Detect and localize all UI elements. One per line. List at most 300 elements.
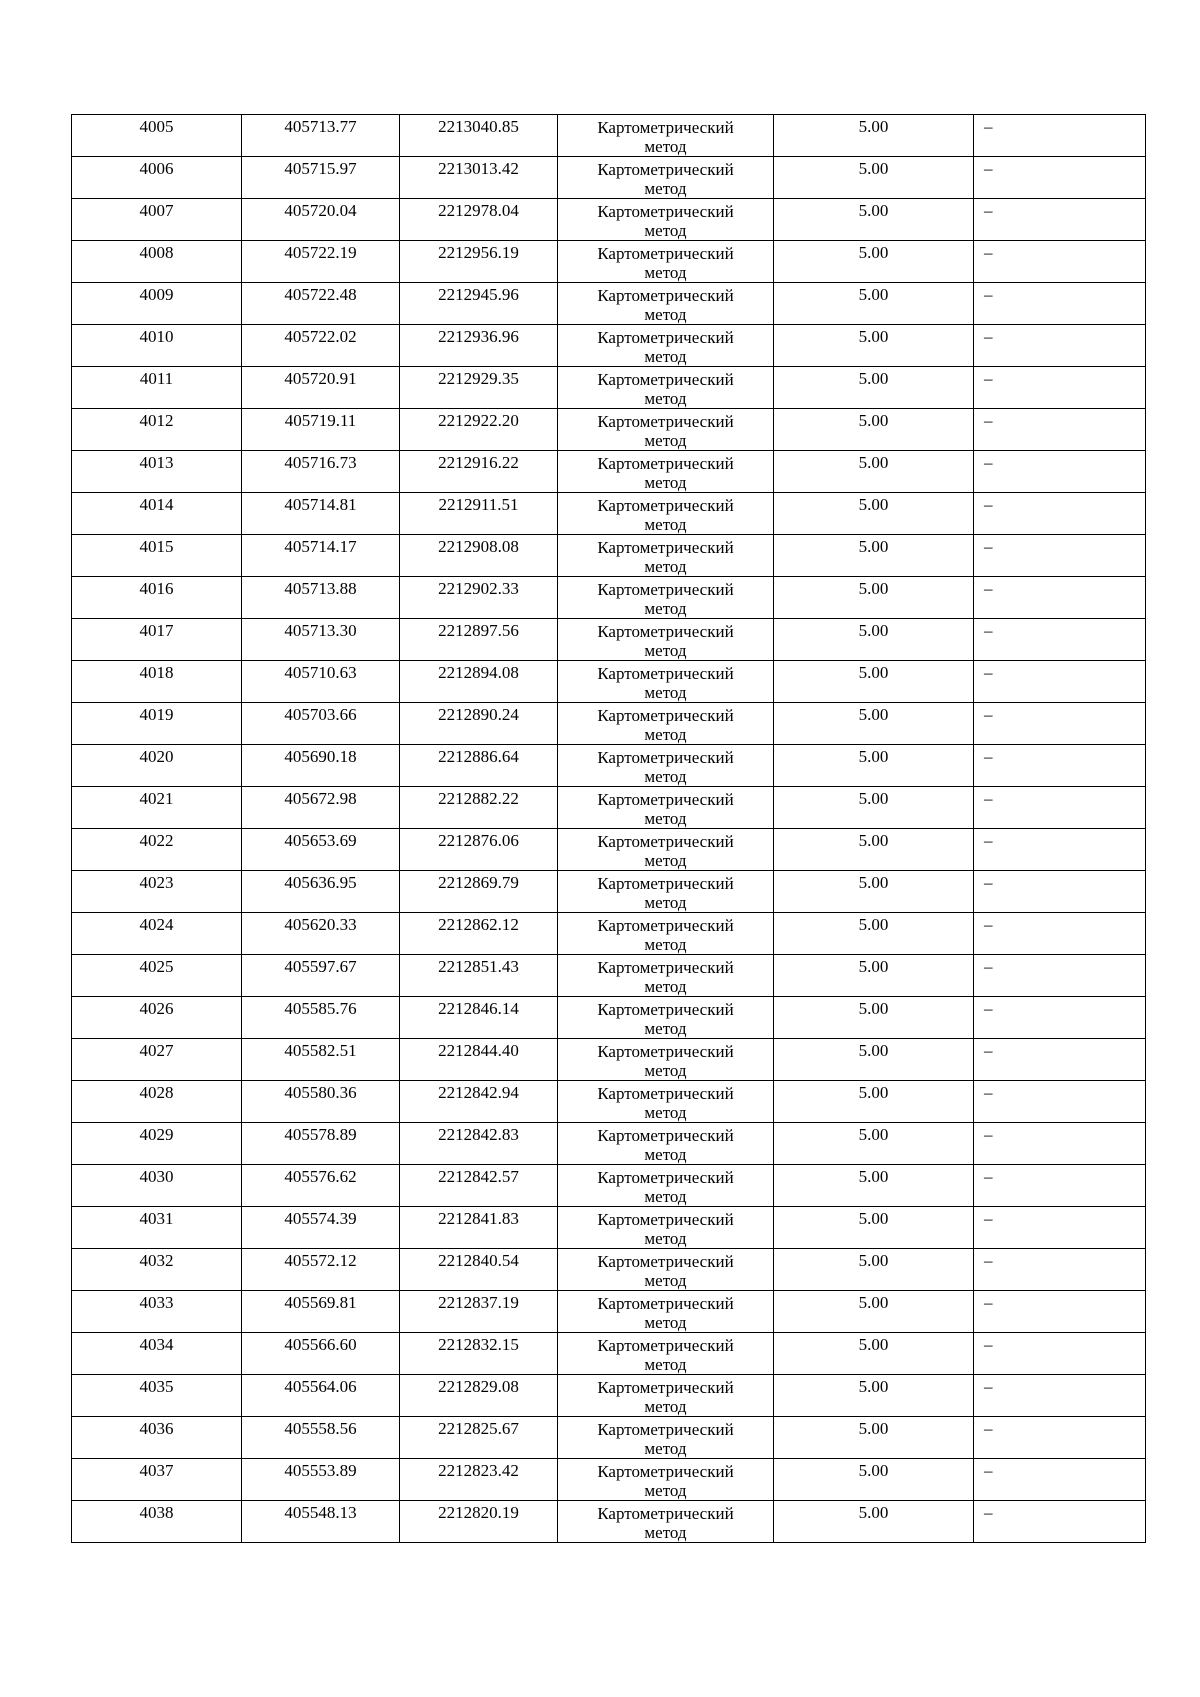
table-body bbox=[72, 115, 1146, 1543]
method-cell bbox=[558, 283, 774, 325]
x-coordinate-cell: 405713.30 bbox=[242, 619, 400, 661]
accuracy-cell: 5.00 bbox=[774, 241, 974, 283]
method-line-2: метод bbox=[644, 1103, 687, 1122]
note-cell: – bbox=[974, 535, 1146, 577]
method-line-2: метод bbox=[644, 1397, 687, 1416]
method-line-1: Картометрический bbox=[597, 622, 734, 641]
accuracy-cell: 5.00 bbox=[774, 451, 974, 493]
method-line-1: Картометрический bbox=[597, 874, 734, 893]
x-coordinate-cell: 405553.89 bbox=[242, 1459, 400, 1501]
table-row bbox=[72, 1165, 1146, 1207]
y-coordinate-cell: 2212908.08 bbox=[400, 535, 558, 577]
table-row bbox=[72, 283, 1146, 325]
note-cell: – bbox=[974, 871, 1146, 913]
method-line-1: Картометрический bbox=[597, 1000, 734, 1019]
y-coordinate-cell: 2212869.79 bbox=[400, 871, 558, 913]
method-cell bbox=[558, 787, 774, 829]
point-number-cell: 4006 bbox=[72, 157, 242, 199]
accuracy-cell: 5.00 bbox=[774, 409, 974, 451]
y-coordinate-cell: 2212841.83 bbox=[400, 1207, 558, 1249]
accuracy-cell: 5.00 bbox=[774, 1375, 974, 1417]
accuracy-cell: 5.00 bbox=[774, 115, 974, 157]
method-line-2: метод bbox=[644, 809, 687, 828]
note-cell: – bbox=[974, 1165, 1146, 1207]
point-number-cell: 4032 bbox=[72, 1249, 242, 1291]
point-number-cell: 4029 bbox=[72, 1123, 242, 1165]
method-line-2: метод bbox=[644, 515, 687, 534]
method-line-1: Картометрический bbox=[597, 160, 734, 179]
accuracy-cell: 5.00 bbox=[774, 1333, 974, 1375]
accuracy-cell: 5.00 bbox=[774, 577, 974, 619]
x-coordinate-cell: 405620.33 bbox=[242, 913, 400, 955]
y-coordinate-cell: 2212911.51 bbox=[400, 493, 558, 535]
accuracy-cell: 5.00 bbox=[774, 829, 974, 871]
x-coordinate-cell: 405672.98 bbox=[242, 787, 400, 829]
x-coordinate-cell: 405574.39 bbox=[242, 1207, 400, 1249]
method-line-1: Картометрический bbox=[597, 1336, 734, 1355]
y-coordinate-cell: 2212956.19 bbox=[400, 241, 558, 283]
method-line-2: метод bbox=[644, 1523, 687, 1542]
note-cell: – bbox=[974, 199, 1146, 241]
note-cell: – bbox=[974, 745, 1146, 787]
y-coordinate-cell: 2212897.56 bbox=[400, 619, 558, 661]
method-line-2: метод bbox=[644, 1229, 687, 1248]
accuracy-cell: 5.00 bbox=[774, 703, 974, 745]
y-coordinate-cell: 2212832.15 bbox=[400, 1333, 558, 1375]
table-row bbox=[72, 409, 1146, 451]
x-coordinate-cell: 405585.76 bbox=[242, 997, 400, 1039]
method-line-2: метод bbox=[644, 1439, 687, 1458]
note-cell: – bbox=[974, 1459, 1146, 1501]
x-coordinate-cell: 405558.56 bbox=[242, 1417, 400, 1459]
x-coordinate-cell: 405582.51 bbox=[242, 1039, 400, 1081]
point-number-cell: 4005 bbox=[72, 115, 242, 157]
note-cell: – bbox=[974, 1249, 1146, 1291]
method-line-1: Картометрический bbox=[597, 1168, 734, 1187]
method-cell bbox=[558, 1039, 774, 1081]
table-row bbox=[72, 493, 1146, 535]
table-row bbox=[72, 1081, 1146, 1123]
point-number-cell: 4028 bbox=[72, 1081, 242, 1123]
y-coordinate-cell: 2212922.20 bbox=[400, 409, 558, 451]
note-cell: – bbox=[974, 619, 1146, 661]
method-line-2: метод bbox=[644, 767, 687, 786]
method-line-1: Картометрический bbox=[597, 1462, 734, 1481]
note-cell: – bbox=[974, 367, 1146, 409]
x-coordinate-cell: 405719.11 bbox=[242, 409, 400, 451]
method-cell bbox=[558, 1249, 774, 1291]
method-line-1: Картометрический bbox=[597, 580, 734, 599]
note-cell: – bbox=[974, 913, 1146, 955]
point-number-cell: 4027 bbox=[72, 1039, 242, 1081]
y-coordinate-cell: 2212886.64 bbox=[400, 745, 558, 787]
method-cell bbox=[558, 955, 774, 997]
method-cell bbox=[558, 157, 774, 199]
y-coordinate-cell: 2212936.96 bbox=[400, 325, 558, 367]
method-line-2: метод bbox=[644, 137, 687, 156]
accuracy-cell: 5.00 bbox=[774, 1039, 974, 1081]
accuracy-cell: 5.00 bbox=[774, 1081, 974, 1123]
method-line-1: Картометрический bbox=[597, 1210, 734, 1229]
table-row bbox=[72, 1333, 1146, 1375]
method-line-1: Картометрический bbox=[597, 1504, 734, 1523]
method-line-1: Картометрический bbox=[597, 496, 734, 515]
y-coordinate-cell: 2212842.94 bbox=[400, 1081, 558, 1123]
y-coordinate-cell: 2212929.35 bbox=[400, 367, 558, 409]
point-number-cell: 4013 bbox=[72, 451, 242, 493]
note-cell: – bbox=[974, 1207, 1146, 1249]
accuracy-cell: 5.00 bbox=[774, 871, 974, 913]
note-cell: – bbox=[974, 1501, 1146, 1543]
method-cell bbox=[558, 829, 774, 871]
table-row bbox=[72, 745, 1146, 787]
method-line-2: метод bbox=[644, 1145, 687, 1164]
accuracy-cell: 5.00 bbox=[774, 1249, 974, 1291]
note-cell: – bbox=[974, 409, 1146, 451]
method-cell bbox=[558, 871, 774, 913]
x-coordinate-cell: 405720.04 bbox=[242, 199, 400, 241]
table-row bbox=[72, 619, 1146, 661]
method-cell bbox=[558, 1459, 774, 1501]
point-number-cell: 4030 bbox=[72, 1165, 242, 1207]
accuracy-cell: 5.00 bbox=[774, 283, 974, 325]
note-cell: – bbox=[974, 955, 1146, 997]
method-line-2: метод bbox=[644, 1019, 687, 1038]
accuracy-cell: 5.00 bbox=[774, 367, 974, 409]
table-row bbox=[72, 1417, 1146, 1459]
table-row bbox=[72, 1123, 1146, 1165]
method-line-1: Картометрический bbox=[597, 202, 734, 221]
table-row bbox=[72, 1375, 1146, 1417]
point-number-cell: 4026 bbox=[72, 997, 242, 1039]
method-cell bbox=[558, 1501, 774, 1543]
point-number-cell: 4034 bbox=[72, 1333, 242, 1375]
accuracy-cell: 5.00 bbox=[774, 913, 974, 955]
method-line-1: Картометрический bbox=[597, 748, 734, 767]
note-cell: – bbox=[974, 241, 1146, 283]
method-line-1: Картометрический bbox=[597, 790, 734, 809]
y-coordinate-cell: 2212862.12 bbox=[400, 913, 558, 955]
method-cell bbox=[558, 325, 774, 367]
method-line-2: метод bbox=[644, 1271, 687, 1290]
method-line-1: Картометрический bbox=[597, 244, 734, 263]
method-line-1: Картометрический bbox=[597, 1294, 734, 1313]
method-line-2: метод bbox=[644, 389, 687, 408]
note-cell: – bbox=[974, 493, 1146, 535]
method-line-1: Картометрический bbox=[597, 916, 734, 935]
x-coordinate-cell: 405722.02 bbox=[242, 325, 400, 367]
method-line-2: метод bbox=[644, 473, 687, 492]
method-line-1: Картометрический bbox=[597, 1252, 734, 1271]
note-cell: – bbox=[974, 787, 1146, 829]
x-coordinate-cell: 405722.48 bbox=[242, 283, 400, 325]
y-coordinate-cell: 2212876.06 bbox=[400, 829, 558, 871]
note-cell: – bbox=[974, 157, 1146, 199]
accuracy-cell: 5.00 bbox=[774, 535, 974, 577]
x-coordinate-cell: 405713.77 bbox=[242, 115, 400, 157]
note-cell: – bbox=[974, 115, 1146, 157]
y-coordinate-cell: 2212823.42 bbox=[400, 1459, 558, 1501]
accuracy-cell: 5.00 bbox=[774, 997, 974, 1039]
note-cell: – bbox=[974, 1081, 1146, 1123]
method-line-2: метод bbox=[644, 599, 687, 618]
x-coordinate-cell: 405690.18 bbox=[242, 745, 400, 787]
table-row bbox=[72, 241, 1146, 283]
table-row bbox=[72, 367, 1146, 409]
table-row bbox=[72, 1249, 1146, 1291]
point-number-cell: 4012 bbox=[72, 409, 242, 451]
method-cell bbox=[558, 1207, 774, 1249]
y-coordinate-cell: 2212840.54 bbox=[400, 1249, 558, 1291]
method-line-1: Картометрический bbox=[597, 1378, 734, 1397]
x-coordinate-cell: 405564.06 bbox=[242, 1375, 400, 1417]
y-coordinate-cell: 2212844.40 bbox=[400, 1039, 558, 1081]
method-line-2: метод bbox=[644, 935, 687, 954]
table-row bbox=[72, 1207, 1146, 1249]
accuracy-cell: 5.00 bbox=[774, 199, 974, 241]
accuracy-cell: 5.00 bbox=[774, 1123, 974, 1165]
method-cell bbox=[558, 1333, 774, 1375]
point-number-cell: 4038 bbox=[72, 1501, 242, 1543]
accuracy-cell: 5.00 bbox=[774, 157, 974, 199]
method-line-2: метод bbox=[644, 1355, 687, 1374]
table-row bbox=[72, 913, 1146, 955]
y-coordinate-cell: 2212825.67 bbox=[400, 1417, 558, 1459]
table-row bbox=[72, 829, 1146, 871]
method-cell bbox=[558, 619, 774, 661]
table-row bbox=[72, 199, 1146, 241]
accuracy-cell: 5.00 bbox=[774, 325, 974, 367]
point-number-cell: 4025 bbox=[72, 955, 242, 997]
x-coordinate-cell: 405722.19 bbox=[242, 241, 400, 283]
y-coordinate-cell: 2212902.33 bbox=[400, 577, 558, 619]
method-line-1: Картометрический bbox=[597, 1420, 734, 1439]
method-line-1: Картометрический bbox=[597, 832, 734, 851]
method-line-1: Картометрический bbox=[597, 328, 734, 347]
method-line-1: Картометрический bbox=[597, 1084, 734, 1103]
y-coordinate-cell: 2212820.19 bbox=[400, 1501, 558, 1543]
method-line-2: метод bbox=[644, 1187, 687, 1206]
method-line-1: Картометрический bbox=[597, 706, 734, 725]
method-line-2: метод bbox=[644, 179, 687, 198]
table-row bbox=[72, 325, 1146, 367]
method-line-2: метод bbox=[644, 641, 687, 660]
y-coordinate-cell: 2212890.24 bbox=[400, 703, 558, 745]
method-line-1: Картометрический bbox=[597, 412, 734, 431]
table-row bbox=[72, 1039, 1146, 1081]
y-coordinate-cell: 2212829.08 bbox=[400, 1375, 558, 1417]
x-coordinate-cell: 405714.17 bbox=[242, 535, 400, 577]
y-coordinate-cell: 2212846.14 bbox=[400, 997, 558, 1039]
method-line-1: Картометрический bbox=[597, 370, 734, 389]
point-number-cell: 4021 bbox=[72, 787, 242, 829]
method-cell bbox=[558, 1375, 774, 1417]
method-line-1: Картометрический bbox=[597, 1042, 734, 1061]
method-cell bbox=[558, 1165, 774, 1207]
accuracy-cell: 5.00 bbox=[774, 619, 974, 661]
point-number-cell: 4037 bbox=[72, 1459, 242, 1501]
method-cell bbox=[558, 241, 774, 283]
accuracy-cell: 5.00 bbox=[774, 493, 974, 535]
method-line-1: Картометрический bbox=[597, 958, 734, 977]
y-coordinate-cell: 2212894.08 bbox=[400, 661, 558, 703]
note-cell: – bbox=[974, 1333, 1146, 1375]
y-coordinate-cell: 2213013.42 bbox=[400, 157, 558, 199]
x-coordinate-cell: 405720.91 bbox=[242, 367, 400, 409]
note-cell: – bbox=[974, 1123, 1146, 1165]
y-coordinate-cell: 2213040.85 bbox=[400, 115, 558, 157]
point-number-cell: 4009 bbox=[72, 283, 242, 325]
note-cell: – bbox=[974, 451, 1146, 493]
accuracy-cell: 5.00 bbox=[774, 1207, 974, 1249]
point-number-cell: 4022 bbox=[72, 829, 242, 871]
method-cell bbox=[558, 199, 774, 241]
table-row bbox=[72, 1291, 1146, 1333]
method-line-1: Картометрический bbox=[597, 454, 734, 473]
method-cell bbox=[558, 409, 774, 451]
accuracy-cell: 5.00 bbox=[774, 1501, 974, 1543]
x-coordinate-cell: 405548.13 bbox=[242, 1501, 400, 1543]
method-line-2: метод bbox=[644, 557, 687, 576]
point-number-cell: 4011 bbox=[72, 367, 242, 409]
accuracy-cell: 5.00 bbox=[774, 1417, 974, 1459]
x-coordinate-cell: 405597.67 bbox=[242, 955, 400, 997]
method-line-2: метод bbox=[644, 221, 687, 240]
method-cell bbox=[558, 1291, 774, 1333]
point-number-cell: 4008 bbox=[72, 241, 242, 283]
note-cell: – bbox=[974, 661, 1146, 703]
x-coordinate-cell: 405636.95 bbox=[242, 871, 400, 913]
table-row bbox=[72, 997, 1146, 1039]
x-coordinate-cell: 405576.62 bbox=[242, 1165, 400, 1207]
y-coordinate-cell: 2212837.19 bbox=[400, 1291, 558, 1333]
point-number-cell: 4018 bbox=[72, 661, 242, 703]
method-cell bbox=[558, 703, 774, 745]
note-cell: – bbox=[974, 1417, 1146, 1459]
point-number-cell: 4019 bbox=[72, 703, 242, 745]
accuracy-cell: 5.00 bbox=[774, 745, 974, 787]
point-number-cell: 4007 bbox=[72, 199, 242, 241]
method-cell bbox=[558, 1081, 774, 1123]
method-line-2: метод bbox=[644, 1481, 687, 1500]
accuracy-cell: 5.00 bbox=[774, 787, 974, 829]
method-cell bbox=[558, 577, 774, 619]
x-coordinate-cell: 405653.69 bbox=[242, 829, 400, 871]
y-coordinate-cell: 2212978.04 bbox=[400, 199, 558, 241]
method-line-1: Картометрический bbox=[597, 118, 734, 137]
table-row bbox=[72, 577, 1146, 619]
table-row bbox=[72, 787, 1146, 829]
table-row bbox=[72, 661, 1146, 703]
method-cell bbox=[558, 997, 774, 1039]
method-cell bbox=[558, 535, 774, 577]
point-number-cell: 4016 bbox=[72, 577, 242, 619]
note-cell: – bbox=[974, 577, 1146, 619]
y-coordinate-cell: 2212916.22 bbox=[400, 451, 558, 493]
method-line-1: Картометрический bbox=[597, 664, 734, 683]
table-row bbox=[72, 955, 1146, 997]
y-coordinate-cell: 2212851.43 bbox=[400, 955, 558, 997]
point-number-cell: 4035 bbox=[72, 1375, 242, 1417]
point-number-cell: 4023 bbox=[72, 871, 242, 913]
method-cell bbox=[558, 1123, 774, 1165]
x-coordinate-cell: 405713.88 bbox=[242, 577, 400, 619]
x-coordinate-cell: 405703.66 bbox=[242, 703, 400, 745]
accuracy-cell: 5.00 bbox=[774, 661, 974, 703]
point-number-cell: 4020 bbox=[72, 745, 242, 787]
point-number-cell: 4033 bbox=[72, 1291, 242, 1333]
table-row bbox=[72, 871, 1146, 913]
table-row bbox=[72, 535, 1146, 577]
x-coordinate-cell: 405716.73 bbox=[242, 451, 400, 493]
table-row bbox=[72, 703, 1146, 745]
x-coordinate-cell: 405569.81 bbox=[242, 1291, 400, 1333]
table-row bbox=[72, 157, 1146, 199]
method-line-1: Картометрический bbox=[597, 538, 734, 557]
note-cell: – bbox=[974, 997, 1146, 1039]
point-number-cell: 4036 bbox=[72, 1417, 242, 1459]
point-number-cell: 4014 bbox=[72, 493, 242, 535]
method-cell bbox=[558, 913, 774, 955]
method-line-2: метод bbox=[644, 851, 687, 870]
accuracy-cell: 5.00 bbox=[774, 955, 974, 997]
coordinates-table bbox=[71, 114, 1146, 1543]
accuracy-cell: 5.00 bbox=[774, 1459, 974, 1501]
method-line-2: метод bbox=[644, 263, 687, 282]
method-cell bbox=[558, 1417, 774, 1459]
method-cell bbox=[558, 451, 774, 493]
method-line-2: метод bbox=[644, 893, 687, 912]
method-line-2: метод bbox=[644, 977, 687, 996]
method-line-2: метод bbox=[644, 431, 687, 450]
y-coordinate-cell: 2212882.22 bbox=[400, 787, 558, 829]
method-cell bbox=[558, 367, 774, 409]
note-cell: – bbox=[974, 325, 1146, 367]
x-coordinate-cell: 405580.36 bbox=[242, 1081, 400, 1123]
note-cell: – bbox=[974, 1291, 1146, 1333]
note-cell: – bbox=[974, 829, 1146, 871]
method-line-2: метод bbox=[644, 1061, 687, 1080]
method-cell bbox=[558, 745, 774, 787]
note-cell: – bbox=[974, 1039, 1146, 1081]
point-number-cell: 4017 bbox=[72, 619, 242, 661]
table-row bbox=[72, 1459, 1146, 1501]
point-number-cell: 4031 bbox=[72, 1207, 242, 1249]
point-number-cell: 4024 bbox=[72, 913, 242, 955]
method-cell bbox=[558, 115, 774, 157]
method-line-1: Картометрический bbox=[597, 286, 734, 305]
x-coordinate-cell: 405566.60 bbox=[242, 1333, 400, 1375]
y-coordinate-cell: 2212842.57 bbox=[400, 1165, 558, 1207]
method-line-2: метод bbox=[644, 725, 687, 744]
method-line-2: метод bbox=[644, 1313, 687, 1332]
method-line-1: Картометрический bbox=[597, 1126, 734, 1145]
x-coordinate-cell: 405572.12 bbox=[242, 1249, 400, 1291]
x-coordinate-cell: 405715.97 bbox=[242, 157, 400, 199]
y-coordinate-cell: 2212945.96 bbox=[400, 283, 558, 325]
note-cell: – bbox=[974, 1375, 1146, 1417]
method-cell bbox=[558, 493, 774, 535]
table-row bbox=[72, 451, 1146, 493]
method-cell bbox=[558, 661, 774, 703]
point-number-cell: 4015 bbox=[72, 535, 242, 577]
y-coordinate-cell: 2212842.83 bbox=[400, 1123, 558, 1165]
accuracy-cell: 5.00 bbox=[774, 1291, 974, 1333]
method-line-2: метод bbox=[644, 683, 687, 702]
x-coordinate-cell: 405578.89 bbox=[242, 1123, 400, 1165]
table-row bbox=[72, 1501, 1146, 1543]
table-row bbox=[72, 115, 1146, 157]
